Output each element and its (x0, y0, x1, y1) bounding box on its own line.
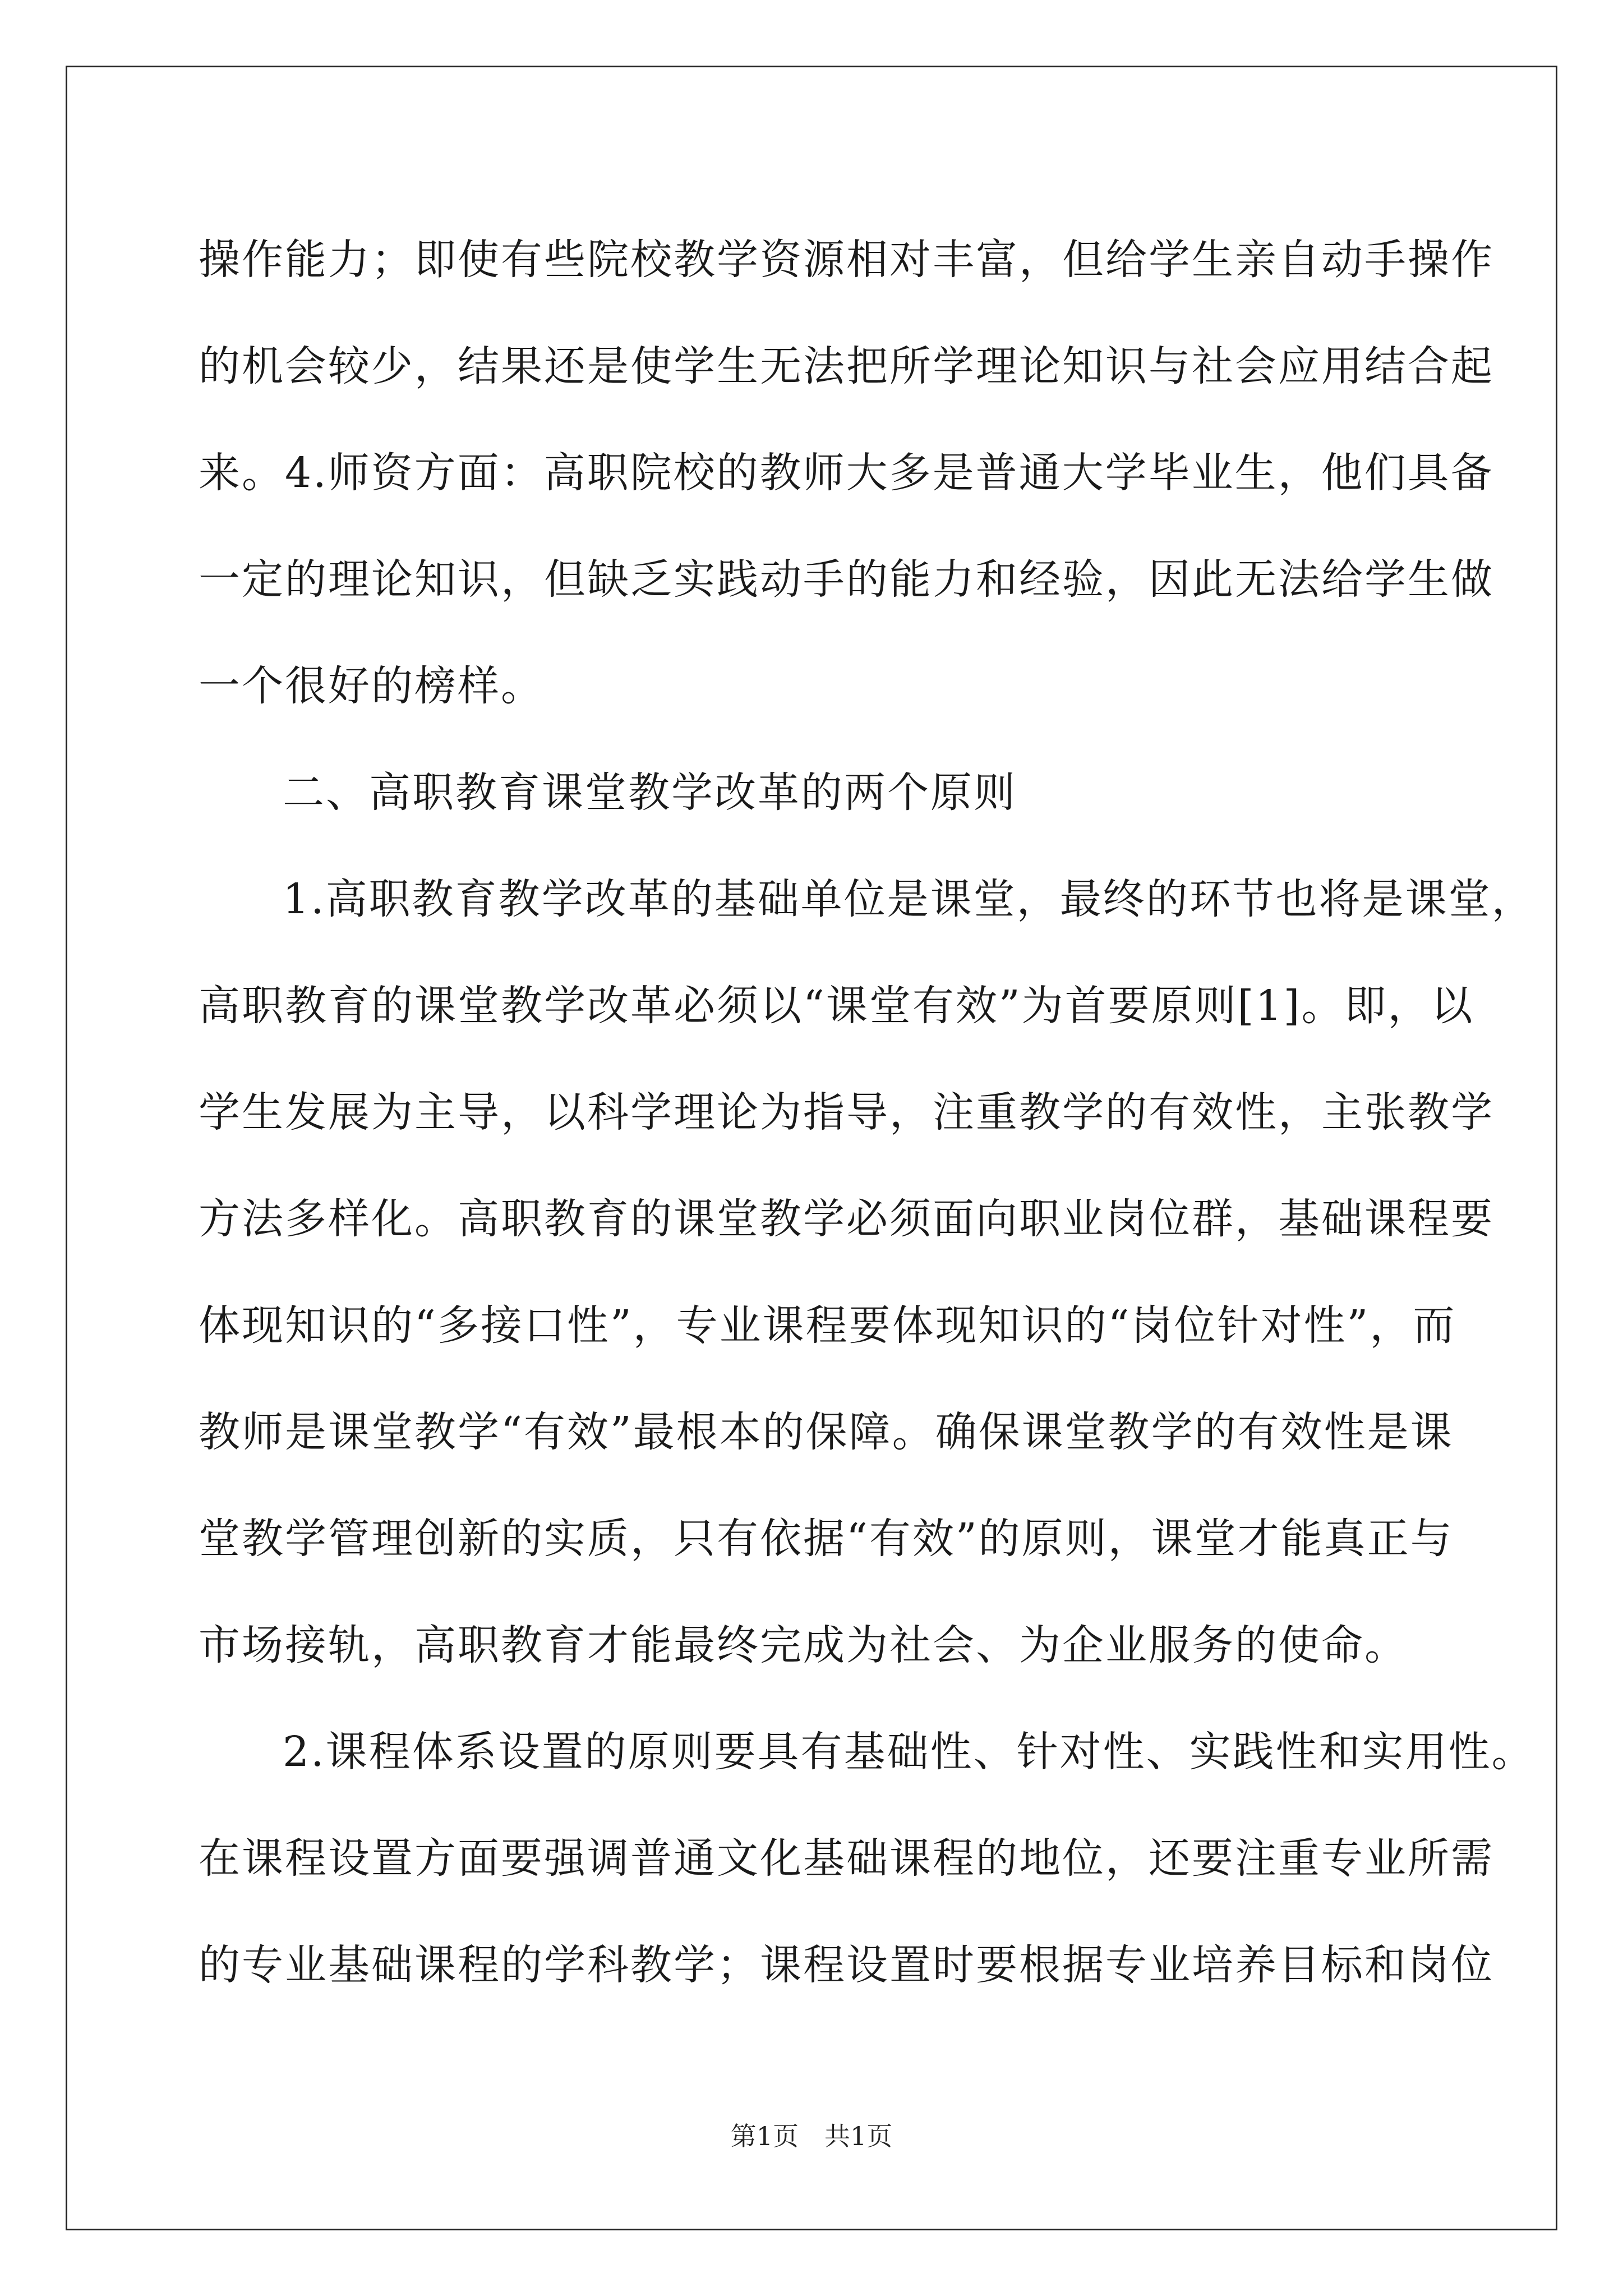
text-line: 一定的理论知识，但缺乏实践动手的能力和经验，因此无法给学生做 (199, 555, 1494, 604)
text-line: 的机会较少，结果还是使学生无法把所学理论知识与社会应用结合起 (199, 342, 1494, 390)
text-line: 堂教学管理创新的实质，只有依据“有效”的原则，课堂才能真正与 (199, 1515, 1454, 1563)
text-line: 1.高职教育教学改革的基础单位是课堂，最终的环节也将是课堂， (283, 875, 1535, 923)
text-line: 一个很好的榜样。 (199, 662, 544, 710)
page-footer: 第1页 共1页 (730, 2121, 893, 2151)
text-line: 在课程设置方面要强调普通文化基础课程的地位，还要注重专业所需 (199, 1834, 1494, 1883)
text-line: 体现知识的“多接口性”，专业课程要体现知识的“岗位针对性”，而 (199, 1301, 1456, 1350)
text-line: 教师是课堂教学“有效”最根本的保障。确保课堂教学的有效性是课 (199, 1408, 1454, 1456)
text-line: 2.课程体系设置的原则要具有基础性、针对性、实践性和实用性。 (283, 1728, 1535, 1776)
section-heading: 二、高职教育课堂教学改革的两个原则 (283, 769, 1017, 817)
text-line: 操作能力；即使有些院校教学资源相对丰富，但给学生亲自动手操作 (199, 236, 1494, 284)
text-line: 来。4.师资方面：高职院校的教师大多是普通大学毕业生，他们具备 (199, 449, 1494, 497)
document-body (199, 206, 1535, 2018)
text-line: 方法多样化。高职教育的课堂教学必须面向职业岗位群，基础课程要 (199, 1195, 1494, 1243)
text-line: 学生发展为主导，以科学理论为指导，注重教学的有效性，主张教学 (199, 1088, 1494, 1137)
text-line: 的专业基础课程的学科教学；课程设置时要根据专业培养目标和岗位 (199, 1941, 1494, 1989)
text-line: 市场接轨，高职教育才能最终完成为社会、为企业服务的使命。 (199, 1621, 1408, 1669)
text-line: 高职教育的课堂教学改革必须以“课堂有效”为首要原则[1]。即，以 (199, 982, 1474, 1030)
